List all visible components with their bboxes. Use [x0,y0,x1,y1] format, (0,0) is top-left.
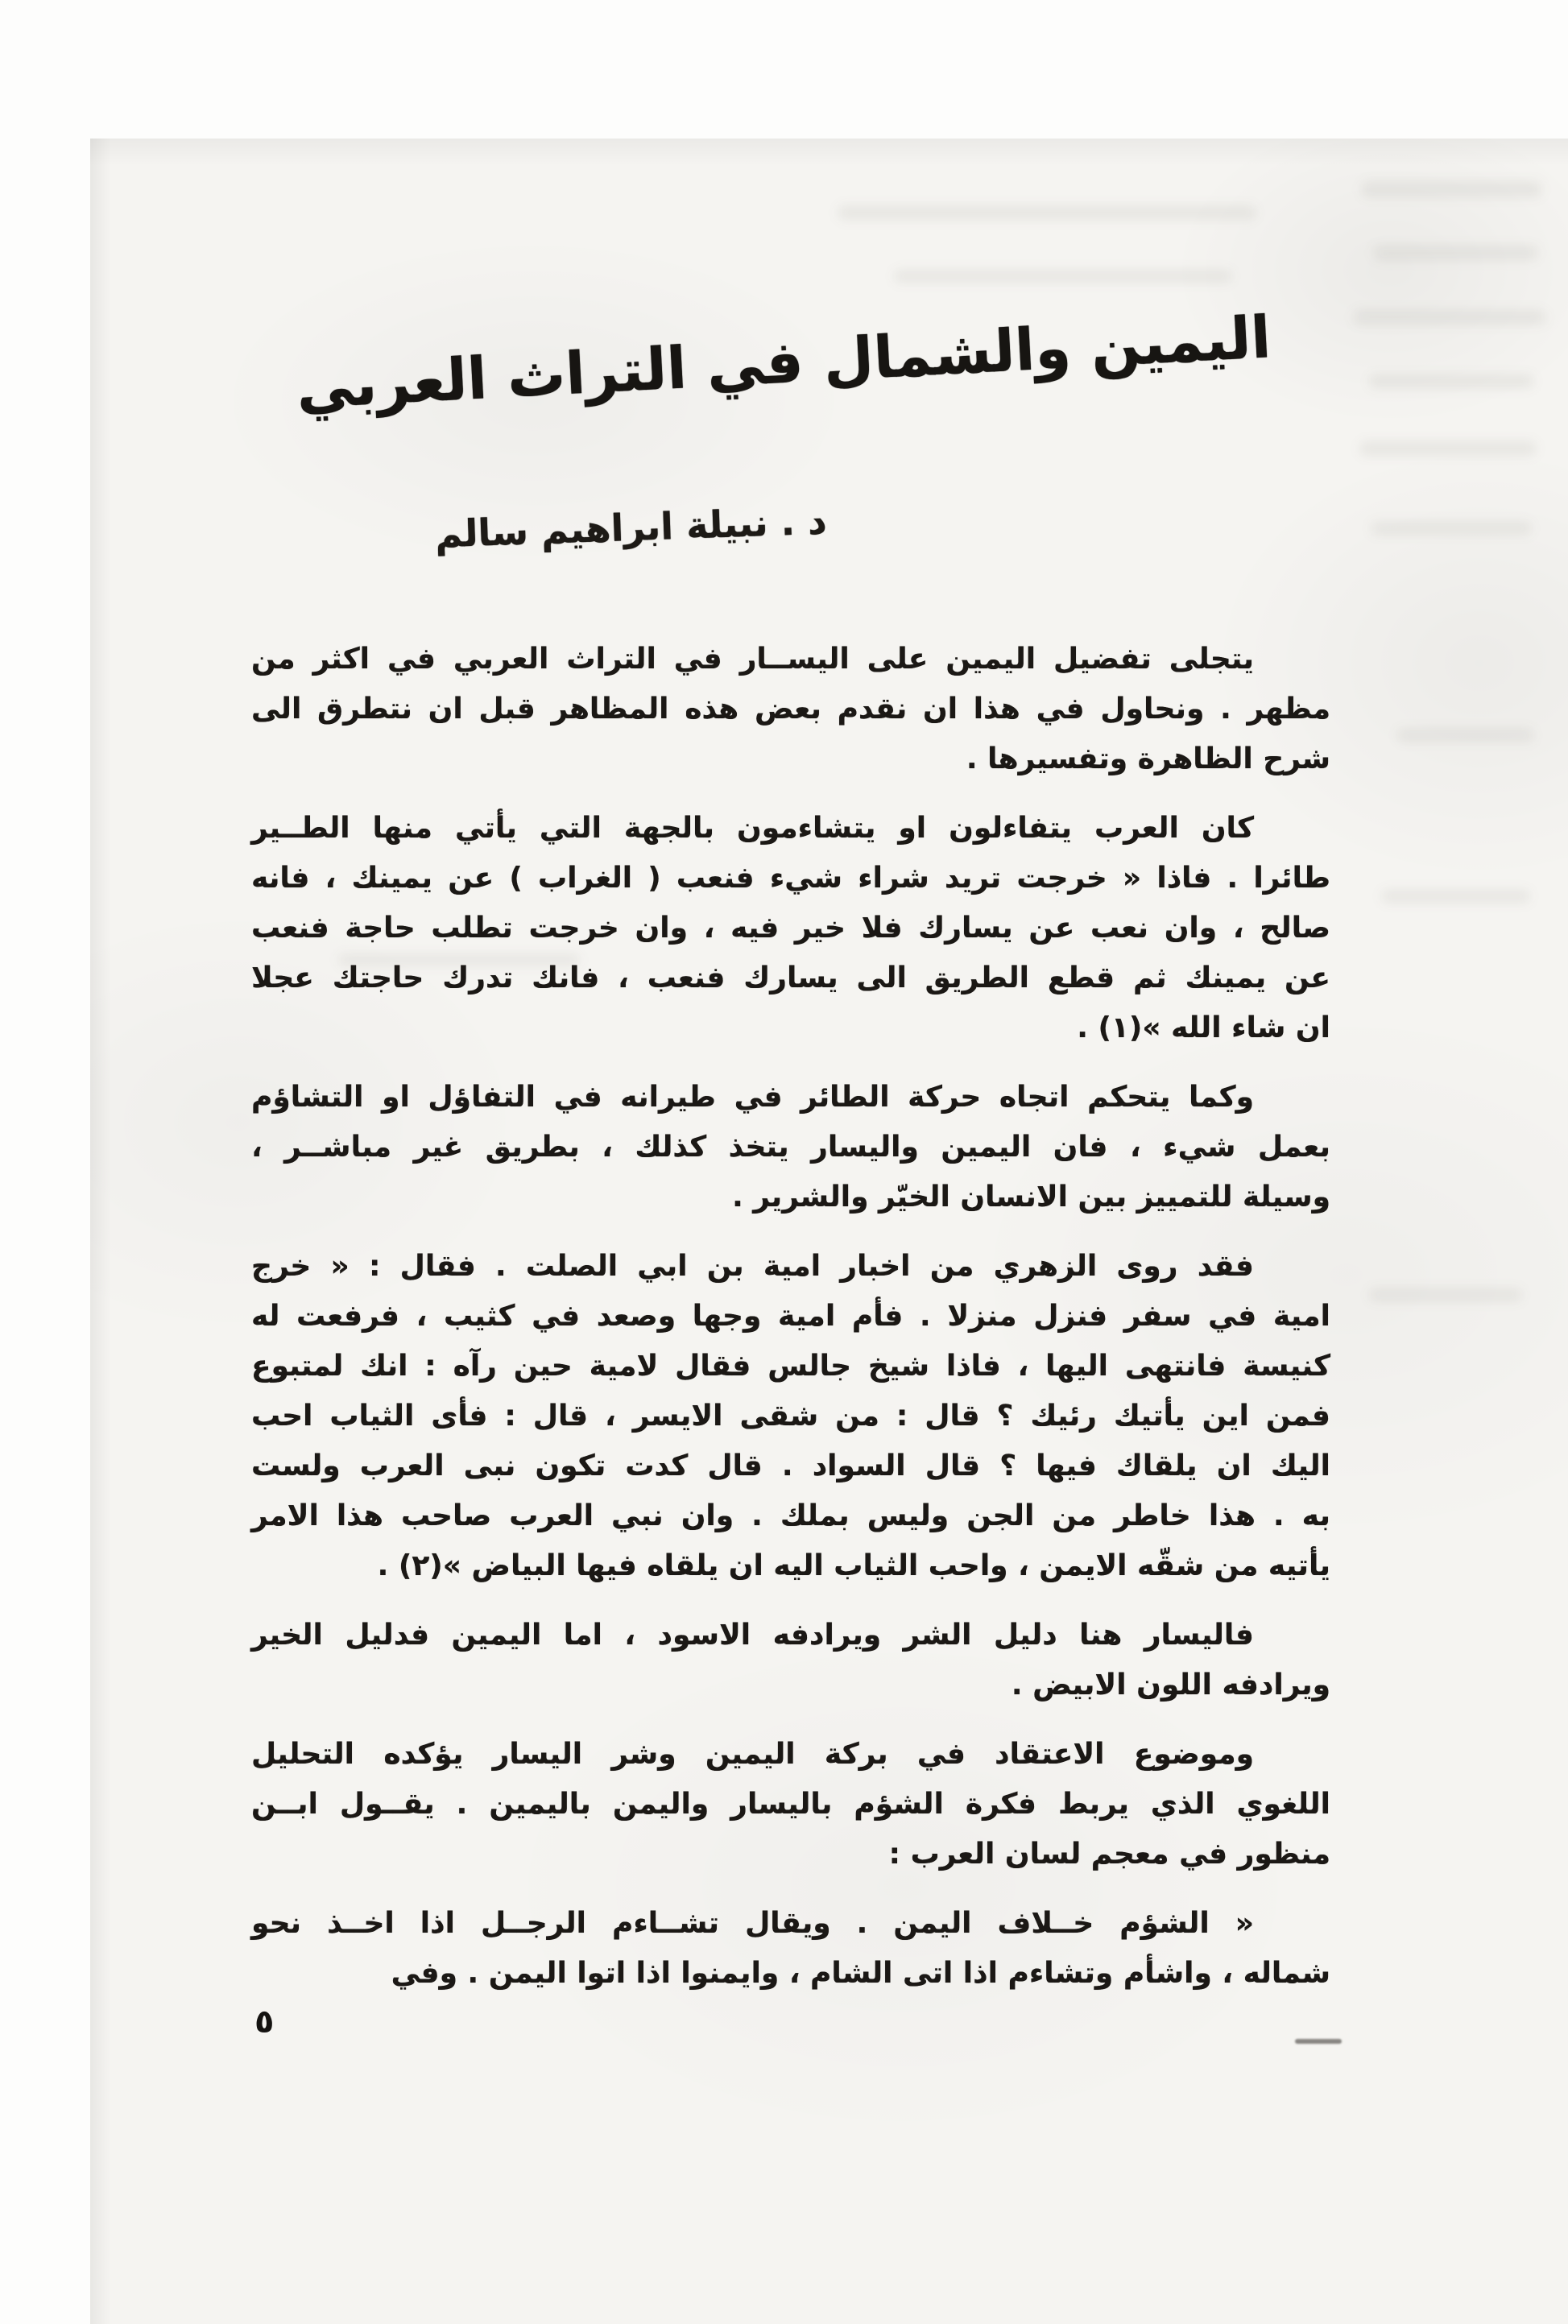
text-line: به . هذا خاطر من الجن وليس بملك . وان نبي العرب صاحب هذا الامر [251,1499,1330,1532]
text-line: طائرا . فاذا « خرجت تريد شراء شيء فنعب ( الغراب ) عن يمينك ، فانه [251,862,1330,895]
bleed-through-artifact [1397,729,1534,742]
text-line: شماله ، واشأم وتشاءم اذا اتى الشام ، وايمنوا اذا اتوا اليمن . وفي [391,1957,1330,1990]
bleed-through-artifact [1373,246,1538,260]
paragraph [251,804,1330,1053]
text-line: وكما يتحكم اتجاه حركة الطائر في طيرانه في التفاؤل او التشاؤم [251,1081,1254,1114]
text-line: اليك ان يلقاك فيها ؟ قال السواد . قال كدت تكون نبى العرب ولست [251,1449,1330,1482]
text-line: فمن اين يأتيك رئيك ؟ قال : من شقى الايسر ، قال : فأى الثياب احب [251,1400,1330,1433]
paragraph [251,1242,1330,1591]
bleed-through-artifact [838,205,1256,220]
text-line: شرح الظاهرة وتفسيرها . [966,742,1330,775]
text-line: وموضوع الاعتقاد في بركة اليمين وشر اليسار يؤكده التحليل [251,1738,1254,1771]
bleed-through-artifact [1359,441,1537,456]
text-line: وسيلة للتمييز بين الانسان الخيّر والشرير . [732,1181,1330,1214]
author-signature: د . نبيلة ابراهيم سالم [434,498,828,556]
paragraph [251,1899,1330,1999]
article-title: اليمين والشمال في التراث العربي [294,303,1273,422]
text-line: اللغوي الذي يربط فكرة الشؤم باليسار واليمن باليمين . يقــول ابــن [251,1788,1330,1821]
text-line: « الشؤم خــلاف اليمن . ويقال تشــاءم الرجــل اذا اخــذ نحو [251,1907,1254,1940]
paragraph [251,1611,1330,1710]
paragraph [251,1073,1330,1222]
text-line: ان شاء الله »(١) . [1077,1011,1330,1044]
text-line: يأتيه من شقّه الايمن ، واحب الثياب اليه ان يلقاه فيها البياض »(٢) . [377,1549,1330,1582]
text-line: عن يمينك ثم قطع الطريق الى يسارك فنعب ، فانك تدرك حاجتك عجلا [251,961,1330,995]
text-line: منظور في معجم لسان العرب : [888,1838,1330,1871]
text-line: بعمل شيء ، فان اليمين واليسار يتخذ كذلك ، بطريق غير مباشــر ، [251,1131,1330,1164]
text-line: كان العرب يتفاءلون او يتشاءمون بالجهة التي يأتي منها الطــير [251,812,1254,845]
bleed-through-artifact [1353,310,1546,325]
bleed-through-artifact [1361,181,1542,197]
text-line: كنيسة فانتهى اليها ، فاذا شيخ جالس فقال لامية حين رآه : انك لمتبوع [251,1350,1330,1383]
text-line: فاليسار هنا دليل الشر ويرادفه الاسود ، اما اليمين فدليل الخير [251,1619,1254,1652]
paragraph [251,635,1330,784]
bleed-through-artifact [1369,1288,1522,1301]
page-number: ٥ [254,2004,275,2041]
text-line: يتجلى تفضيل اليمين على اليســار في التراث العربي في اكثر من [251,643,1254,676]
text-line: صالح ، وان نعب عن يسارك فلا خير فيه ، وان خرجت تطلب حاجة فنعب [251,912,1330,945]
text-line: امية في سفر فنزل منزلا . فأم امية وجها وصعد في كثيب ، فرفعت له [251,1300,1330,1333]
text-line: فقد روى الزهري من اخبار امية بن ابي الصلت . فقال : « خرج [251,1250,1254,1283]
text-line: ويرادفه اللون الابيض . [1011,1669,1330,1702]
bleed-through-artifact [1369,374,1534,388]
bleed-through-artifact [1371,522,1532,535]
bleed-through-artifact [894,270,1232,283]
scan-artifact-dash [1295,2039,1342,2044]
paragraph [251,1730,1330,1879]
article-body [251,635,1330,2018]
bleed-through-artifact [1381,890,1530,903]
text-line: مظهر . ونحاول في هذا ان نقدم بعض هذه المظاهر قبل ان نتطرق الى [251,693,1330,726]
